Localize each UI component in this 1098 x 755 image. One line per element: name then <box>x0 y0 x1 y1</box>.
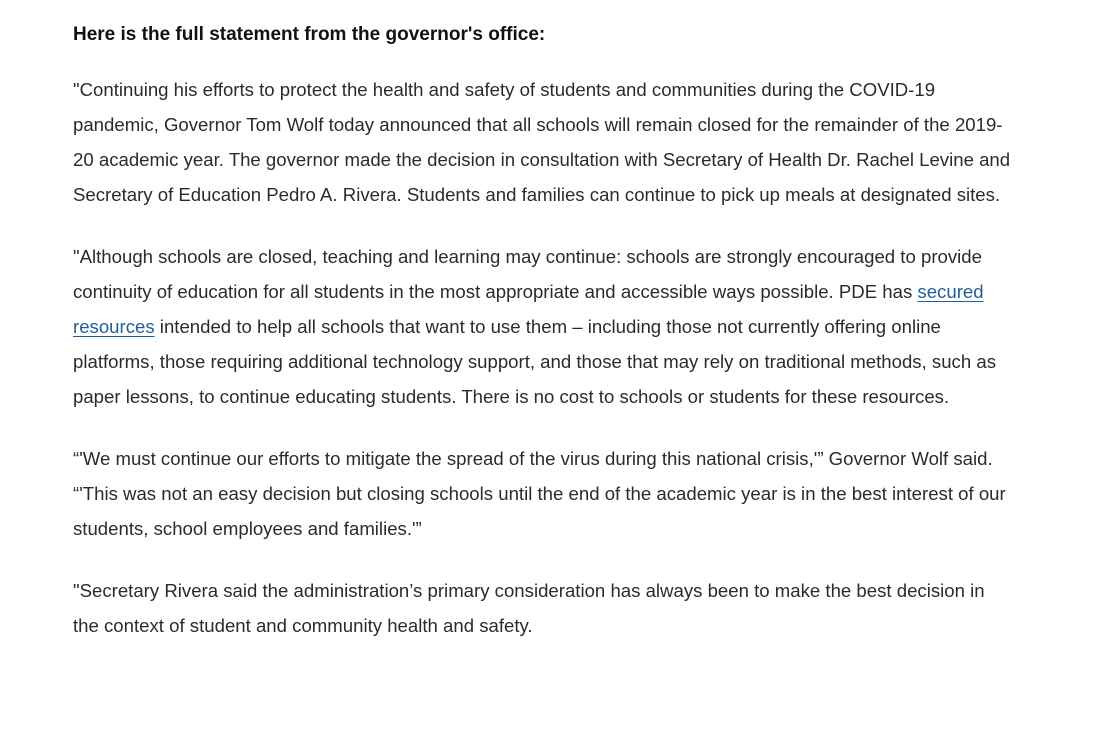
paragraph-continuity-of-education <box>73 239 1013 414</box>
paragraph-secretary-rivera: "Secretary Rivera said the administration’s primary consideration has always been to make the best decision in the context of student and community health and safety. <box>73 580 985 636</box>
paragraph-text-before-link: "Although schools are closed, teaching and learning may continue: schools are strongly encouraged to provide continuity of education for all students in the most appropriate and accessible ways possible. PDE has <box>73 246 982 302</box>
paragraph-school-closure: "Continuing his efforts to protect the health and safety of students and communities during the COVID-19 pandemic, Governor Tom Wolf today announced that all schools will remain closed for the remainder of the 2019-20 academic year. The governor made the decision in consultation with Secretary of Health Dr. Rachel Levine and Secretary of Education Pedro A. Rivera. Students and families can continue to pick up meals at designated sites. <box>73 79 1011 205</box>
statement-heading: Here is the full statement from the governor's office: <box>73 24 546 45</box>
paragraph-governor-quote: “'We must continue our efforts to mitigate the spread of the virus during this national crisis,'” Governor Wolf said. “'This was not an easy decision but closing schools until the end of the academic year is in the best interest of our students, school employees and families.'” <box>73 448 1006 539</box>
article-body <box>73 18 1013 670</box>
secured-resources-link[interactable]: secured resources <box>73 281 984 337</box>
paragraph-text-after-link: intended to help all schools that want to use them – including those not currently offering online platforms, those requiring additional technology support, and those that may rely on traditional methods, such as paper lessons, to continue educating students. There is no cost to schools or students for these resources. <box>73 316 996 407</box>
